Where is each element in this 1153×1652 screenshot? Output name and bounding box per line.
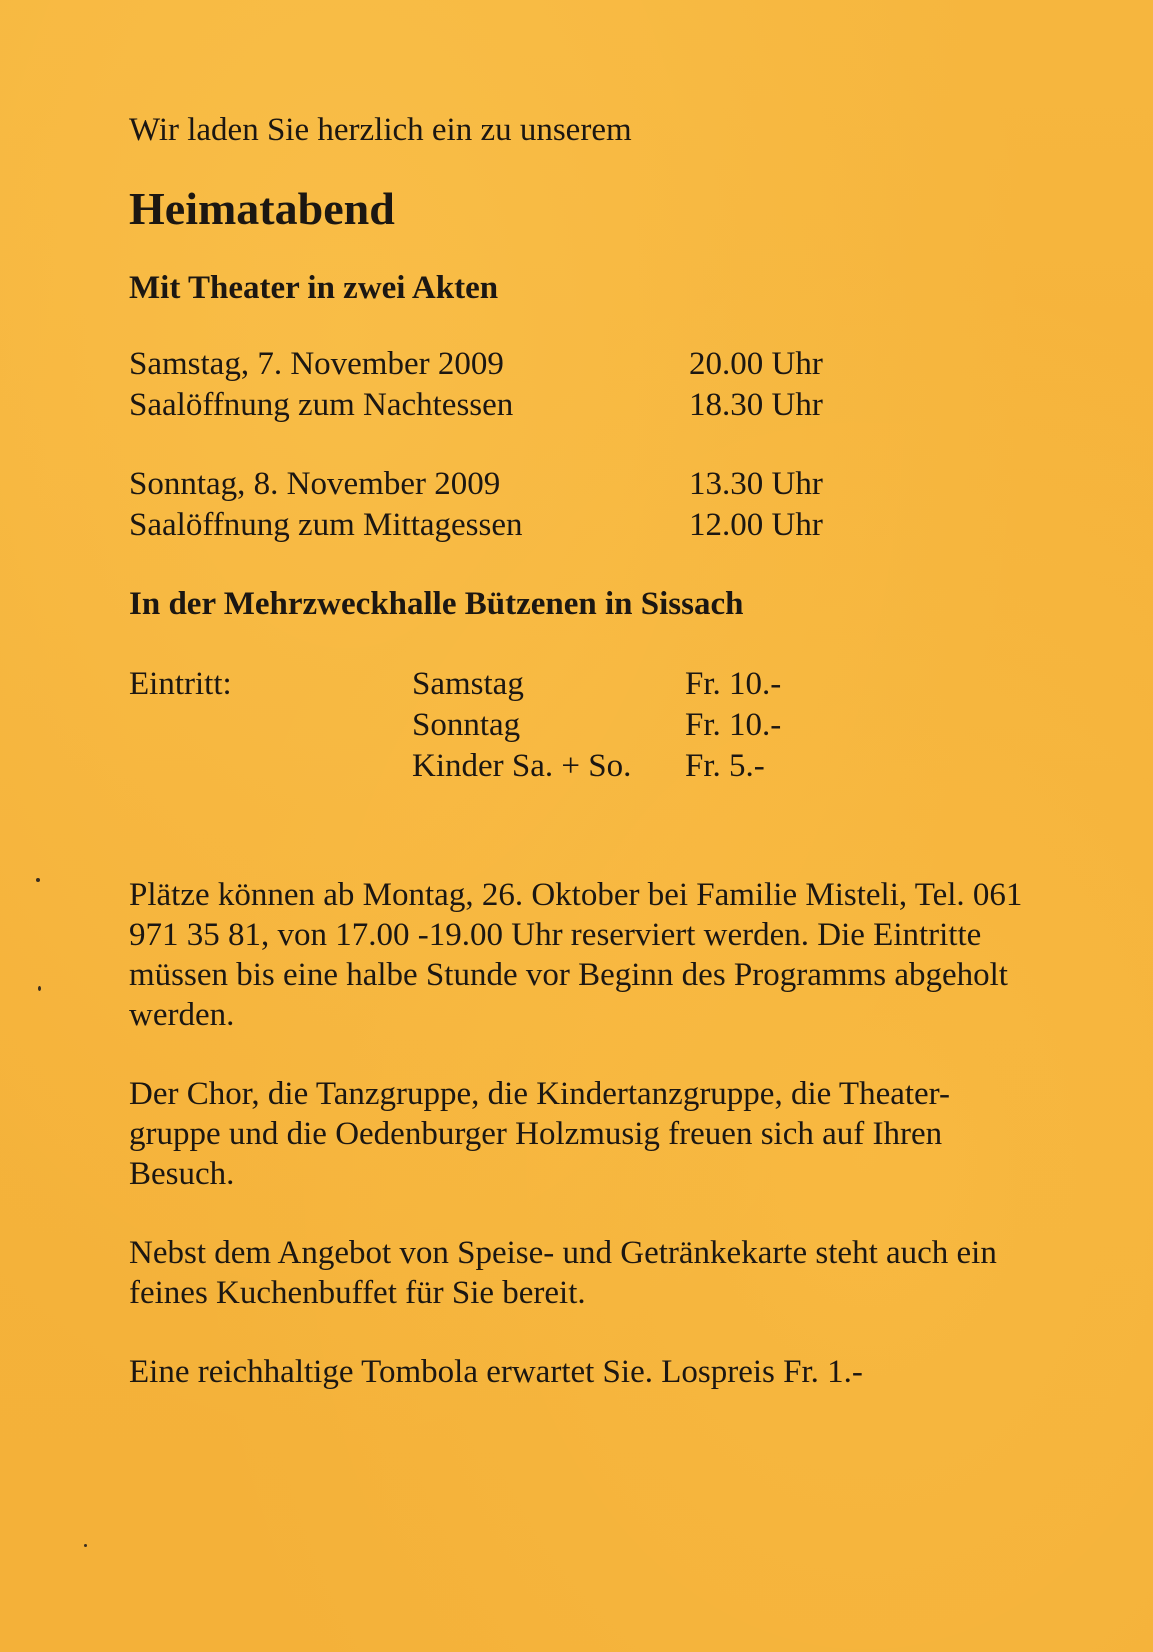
tombola-paragraph: Eine reichhaltige Tombola erwartet Sie. Lospreis Fr. 1.- bbox=[129, 1354, 863, 1390]
schedule-time: 12.00 Uhr bbox=[689, 507, 823, 543]
groups-paragraph: Der Chor, die Tanzgruppe, die Kindertanzgruppe, die Theater-gruppe und die Oedenburger Holzmusig freuen sich auf Ihren Besuch. bbox=[129, 1076, 951, 1192]
admission-day: Kinder Sa. + So. bbox=[412, 748, 632, 784]
schedule-saturday bbox=[129, 344, 1029, 426]
admission-table bbox=[129, 664, 1029, 787]
admission-row bbox=[129, 705, 1029, 746]
admission-day: Samstag bbox=[412, 666, 524, 702]
schedule-label: Sonntag, 8. November 2009 bbox=[129, 466, 501, 502]
schedule-label: Saalöffnung zum Nachtessen bbox=[129, 387, 514, 423]
flyer-content bbox=[129, 110, 1029, 1431]
schedule-row bbox=[129, 464, 1029, 505]
admission-row bbox=[129, 746, 1029, 787]
intro-text: Wir laden Sie herzlich ein zu unserem bbox=[129, 112, 632, 148]
admission-day: Sonntag bbox=[412, 707, 521, 743]
admission-label: Eintritt: bbox=[129, 666, 232, 702]
admission-price: Fr. 10.- bbox=[685, 707, 782, 743]
schedule-row bbox=[129, 505, 1029, 546]
admission-price: Fr. 5.- bbox=[685, 748, 765, 784]
schedule-sunday bbox=[129, 464, 1029, 546]
scan-speck bbox=[84, 1544, 87, 1547]
schedule-row bbox=[129, 344, 1029, 385]
event-subtitle: Mit Theater in zwei Akten bbox=[129, 270, 499, 306]
scan-speck bbox=[36, 878, 40, 882]
schedule-label: Saalöffnung zum Mittagessen bbox=[129, 507, 523, 543]
scan-speck bbox=[38, 986, 41, 991]
schedule-row bbox=[129, 385, 1029, 426]
schedule-time: 18.30 Uhr bbox=[689, 387, 823, 423]
admission-price: Fr. 10.- bbox=[685, 666, 782, 702]
schedule-time: 20.00 Uhr bbox=[689, 346, 823, 382]
venue-heading: In der Mehrzweckhalle Bützenen in Sissach bbox=[129, 586, 744, 622]
schedule-time: 13.30 Uhr bbox=[689, 466, 823, 502]
event-title: Heimatabend bbox=[129, 183, 395, 234]
admission-row bbox=[129, 664, 1029, 705]
reservation-paragraph: Plätze können ab Montag, 26. Oktober bei Familie Misteli, Tel. 061 971 35 81, von 17.00 -19.00 Uhr reserviert werden. Die Eintritte müssen bis eine halbe Stunde vor Beginn des Programms abgeholt werden. bbox=[129, 877, 1023, 1033]
schedule-label: Samstag, 7. November 2009 bbox=[129, 346, 504, 382]
food-paragraph: Nebst dem Angebot von Speise- und Getränkekarte steht auch ein feines Kuchenbuffet für Sie bereit. bbox=[129, 1235, 997, 1311]
